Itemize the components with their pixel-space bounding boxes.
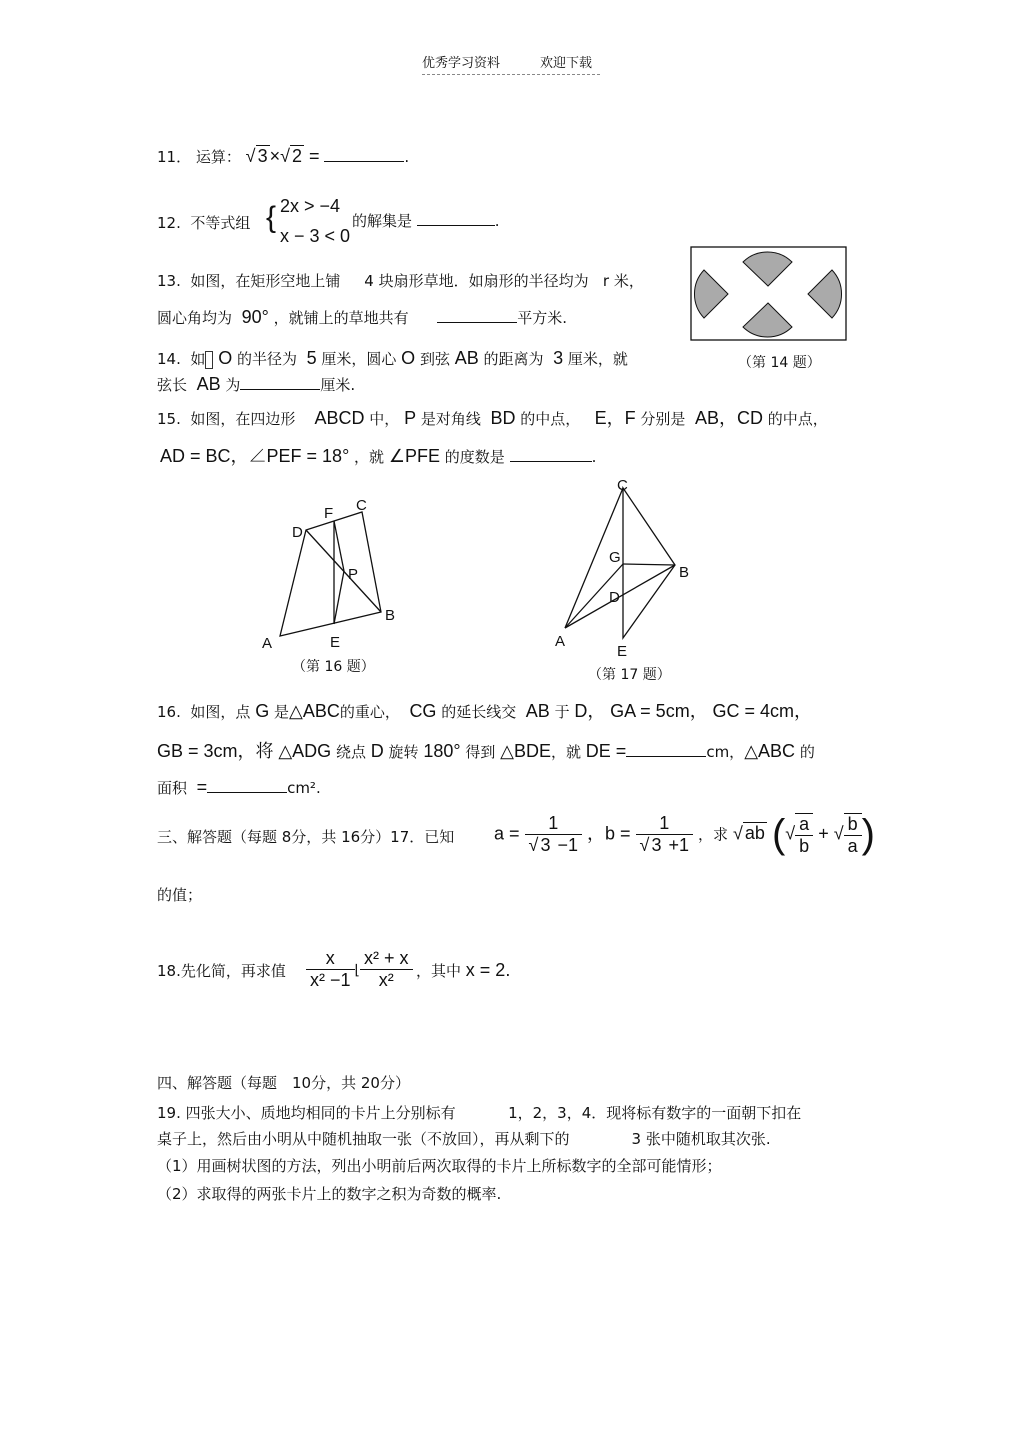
q16-text-c: 的重心， <box>339 703 400 721</box>
q11-text: 运算： <box>195 148 241 166</box>
q14-text-g: 弦长 <box>157 376 188 394</box>
q19-text-d: 3 张中随机取其次张. <box>631 1130 771 1148</box>
q16-text-f: 绕点 <box>335 743 366 761</box>
fig16-label-f: F <box>324 505 334 522</box>
q11-answer-blank[interactable] <box>324 147 404 162</box>
q15-number: 15. <box>157 410 181 428</box>
q17-a-radicand: 3 <box>540 835 551 855</box>
q14-text-h: 为 <box>225 376 241 394</box>
q16-line1 <box>157 697 812 723</box>
q16-de: DE = <box>585 741 627 761</box>
q16-text-d: 的延长线交 <box>441 703 517 721</box>
figure-16 <box>250 490 420 660</box>
q15-end: . <box>591 448 597 466</box>
q19-line1 <box>157 1102 801 1123</box>
fig17-label-a: A <box>555 633 566 650</box>
q18-after-text: ，其中 <box>416 962 462 980</box>
q14-five: 5 <box>306 348 317 368</box>
fig16-segment-ep <box>334 571 344 624</box>
q16-text-k: 面积 <box>157 779 188 797</box>
q12-line1: 2x > −4 <box>280 196 341 216</box>
q11-equals: = <box>309 146 320 166</box>
q13-text-f: 平方米. <box>517 309 567 327</box>
fig17-triangle-cbe <box>623 488 675 638</box>
q17-frac1 <box>795 813 813 857</box>
q12-after-text: 的解集是 <box>352 212 413 230</box>
q17-a-eq: a = <box>494 823 520 844</box>
q16-text-g: 旋转 <box>388 743 419 761</box>
q11-radicand-a: 3 <box>257 146 268 166</box>
q16-d2: D <box>370 741 384 761</box>
q12-text: 不等式组 <box>190 214 251 232</box>
q14-line1 <box>157 348 628 369</box>
q13-count: 4 <box>364 272 374 290</box>
q17-frac1-num: a <box>795 813 813 836</box>
q18-frac2-den: x² <box>378 970 394 990</box>
q18-frac2 <box>360 948 413 991</box>
q17-plus: + <box>818 823 829 844</box>
header-divider <box>422 74 600 75</box>
q19-text-b: 1，2，3，4．现将标有数字的一面朝下扣在 <box>508 1104 802 1122</box>
q13-angle: 90° <box>241 307 269 327</box>
q16-number: 16. <box>157 703 181 721</box>
q16-eq: = <box>196 777 208 797</box>
q17-a-numerator: 1 <box>525 813 582 835</box>
q17-b-radicand: 3 <box>651 835 662 855</box>
q16-text-i: ，就 <box>551 743 582 761</box>
q16-text-j: 的 <box>799 743 815 761</box>
q17-a-denominator: √ 3 −1 <box>528 835 578 855</box>
q17-line2: 的值； <box>157 886 203 904</box>
q11-end: . <box>404 148 410 166</box>
q13-text-e: ，就铺上的草地共有 <box>273 309 409 327</box>
q16-ga: GA = 5cm， <box>610 701 708 721</box>
q17-b-eq: ，b = <box>587 823 631 844</box>
q12-line2: x − 3 < 0 <box>280 226 351 246</box>
fig16-label-a: A <box>262 635 273 652</box>
fig16-label-b: B <box>385 607 396 624</box>
q16-text-e: 于 <box>554 703 570 721</box>
q14-three: 3 <box>553 348 564 368</box>
q11-times: × <box>269 146 281 166</box>
q14-o2: O <box>401 348 416 368</box>
q15-text-c: 是对角线 <box>420 410 481 428</box>
q15-line1 <box>157 404 828 430</box>
q12-brace: { <box>266 201 277 234</box>
q17-b-fraction <box>636 813 693 856</box>
q13-number: 13. <box>157 272 181 290</box>
q15-text-d: 的中点， <box>520 410 581 428</box>
q15-p: P <box>404 408 417 428</box>
q18-expression <box>306 948 413 991</box>
q17-frac2-den: a <box>847 835 858 856</box>
q15-bd: BD <box>490 408 516 428</box>
q12-answer-blank[interactable] <box>417 211 495 226</box>
q12-number: 12. <box>157 214 181 232</box>
sec4-title: 四、解答题（每题 10分，共 20分） <box>157 1074 410 1092</box>
fig17-label-d: D <box>609 589 620 606</box>
q18-label <box>157 960 286 981</box>
q15-abcd: ABCD <box>314 408 365 428</box>
q11-expression: √ 3 ×√ 2 = <box>245 146 320 166</box>
q13-line1 <box>157 270 644 291</box>
q15-ef: E，F <box>594 408 636 428</box>
q18-frac1-num: x <box>306 948 355 970</box>
q16-g: G <box>255 701 270 721</box>
question-11 <box>157 146 409 167</box>
fig16-caption: （第 16 题） <box>292 659 375 675</box>
q16-text-h: 得到 <box>465 743 496 761</box>
q15-text-a: 如图，在四边形 <box>190 410 296 428</box>
q18-frac1-den: x² −1 <box>310 970 351 990</box>
q16-triangle-bde: △BDE <box>500 741 551 761</box>
fig17-side-ab <box>565 565 675 628</box>
q16-answer-blank-2[interactable] <box>207 778 287 793</box>
q16-text-a: 如图，点 <box>190 703 251 721</box>
q17-b-rest: +1 <box>663 835 689 855</box>
q17-a-rest: −1 <box>552 835 578 855</box>
figure-14 <box>690 246 848 342</box>
fig17-label-e: E <box>617 643 628 660</box>
q15-ab-cd: AB，CD <box>694 408 763 428</box>
q13-text-b: 块扇形草地．如扇形的半径均为 <box>378 272 589 290</box>
header-right: 欢迎下载 <box>540 56 593 71</box>
q11-radicand-b: 2 <box>291 146 302 166</box>
q14-text-c: 厘米，圆心 <box>321 350 397 368</box>
fig17-label-b: B <box>679 564 690 581</box>
q17-rparen: ) <box>861 812 875 856</box>
q16-line3 <box>157 777 321 798</box>
q14-ab2: AB <box>196 374 221 394</box>
q14-number: 14. <box>157 350 181 368</box>
q19-part2: （2）求取得的两张卡片上的数字之积为奇数的概率. <box>157 1185 502 1203</box>
q16-line2 <box>157 737 815 763</box>
q16-cm2: cm². <box>287 779 321 797</box>
q14-text-a: 如 <box>190 350 206 368</box>
q13-text-a: 如图，在矩形空地上铺 <box>190 272 341 290</box>
q17-lparen: ( <box>771 812 786 856</box>
q13-radius: r <box>602 272 610 290</box>
q16-triangle-adg: △ADG <box>278 741 332 761</box>
q18-frac1 <box>306 948 355 991</box>
q14-text-i: 厘米. <box>320 376 356 394</box>
q18-number: 18. <box>157 962 181 980</box>
fig16-segment-fp <box>334 521 344 571</box>
q17-b-denominator: √ 3 +1 <box>639 835 689 855</box>
q15-text-f: 的中点， <box>767 410 828 428</box>
fig16-label-d: D <box>292 524 303 541</box>
fig17-label-g: G <box>609 549 621 566</box>
q16-text-b: 是 <box>274 703 290 721</box>
sec3-title: 三、解答题（每题 8分，共 16分）17．已知 <box>157 828 455 846</box>
fig16-label-c: C <box>356 497 367 514</box>
q14-text-e: 的距离为 <box>483 350 544 368</box>
q15-text-b: 中， <box>369 410 400 428</box>
header-left: 优秀学习资料 <box>422 56 501 71</box>
q17-b-numerator: 1 <box>636 813 693 835</box>
q15-given: AD = BC，∠PEF = 18° <box>160 446 350 466</box>
q14-line2 <box>157 374 355 395</box>
q16-answer-blank-1[interactable] <box>626 742 706 757</box>
q16-gb: GB = 3cm，将 <box>157 741 274 761</box>
q16-triangle-abc2: △ABC <box>744 741 796 761</box>
fig16-label-p: P <box>348 566 359 583</box>
q15-text-e: 分别是 <box>640 410 686 428</box>
fig17-caption: （第 17 题） <box>588 667 671 683</box>
q13-text-c: 米， <box>613 272 644 290</box>
fig16-label-e: E <box>330 634 341 651</box>
q17-expression: a = $\frac{1}{√ 3 -1}$ ，b = $\frac{1}{√ 3 +1}$ ，求 √ ab (√ $\frac{a}{b}$ + √ $\frac{b}{a}$ ) <box>494 812 875 856</box>
q14-text-f: 厘米，就 <box>567 350 628 368</box>
q18-frac2-num: x² + x <box>360 948 413 970</box>
fig14-caption: （第 14 题） <box>738 355 821 371</box>
q13-text-d: 圆心角均为 <box>157 309 233 327</box>
q13-answer-blank[interactable] <box>437 308 517 323</box>
q14-answer-blank[interactable] <box>240 375 320 390</box>
q16-gc: GC = 4cm， <box>712 701 813 721</box>
figure-17 <box>545 470 705 665</box>
q15-line2 <box>160 442 596 468</box>
q15-text-g: ，就 <box>354 448 385 466</box>
q15-text-h: 的度数是 <box>444 448 505 466</box>
q17-frac1-den: b <box>799 835 810 856</box>
q19-text-c: 桌子上，然后由小明从中随机抽取一张（不放回），再从剩下的 <box>157 1130 570 1148</box>
q14-o: O <box>218 348 233 368</box>
q19-line2 <box>157 1128 771 1149</box>
q15-angle-pfe: ∠PFE <box>388 446 440 466</box>
q14-text-d: 到弦 <box>419 350 450 368</box>
q14-ab: AB <box>454 348 479 368</box>
q15-answer-blank[interactable] <box>510 447 592 462</box>
q16-d: D， <box>574 701 606 721</box>
q17-frac2 <box>844 813 862 857</box>
q17-sqrt-ab: ab <box>744 823 765 844</box>
q19-text-a: 19. 四张大小、质地均相同的卡片上分别标有 <box>157 1104 456 1122</box>
q14-text-b: 的半径为 <box>237 350 298 368</box>
q12-label <box>157 212 250 233</box>
q16-triangle-abc: △ABC <box>289 701 340 721</box>
q11-number: 11． <box>157 148 192 166</box>
q17-ask: ，求 <box>698 826 729 844</box>
q18-after <box>416 960 510 981</box>
q18-text: 先化简，再求值 <box>180 962 286 980</box>
q17-a-fraction <box>525 813 582 856</box>
q16-cm: cm， <box>706 743 745 761</box>
q19-part1: （1）用画树状图的方法，列出小明前后两次取得的卡片上所标数字的全部可能情形； <box>157 1157 722 1175</box>
q18-div-mark: ⌊ <box>354 961 360 978</box>
q12-end: . <box>494 212 500 230</box>
q16-ab: AB <box>525 701 550 721</box>
q16-angle: 180° <box>423 741 461 761</box>
fig17-segment-gb <box>623 564 675 565</box>
q14-circle-symbol <box>205 351 213 369</box>
q17-frac2-num: b <box>844 813 862 836</box>
fig17-label-c: C <box>617 477 628 494</box>
q16-cg: CG <box>409 701 437 721</box>
q18-x-value: x = 2. <box>465 960 511 980</box>
q13-line2 <box>157 307 567 328</box>
q12-after <box>352 210 500 231</box>
